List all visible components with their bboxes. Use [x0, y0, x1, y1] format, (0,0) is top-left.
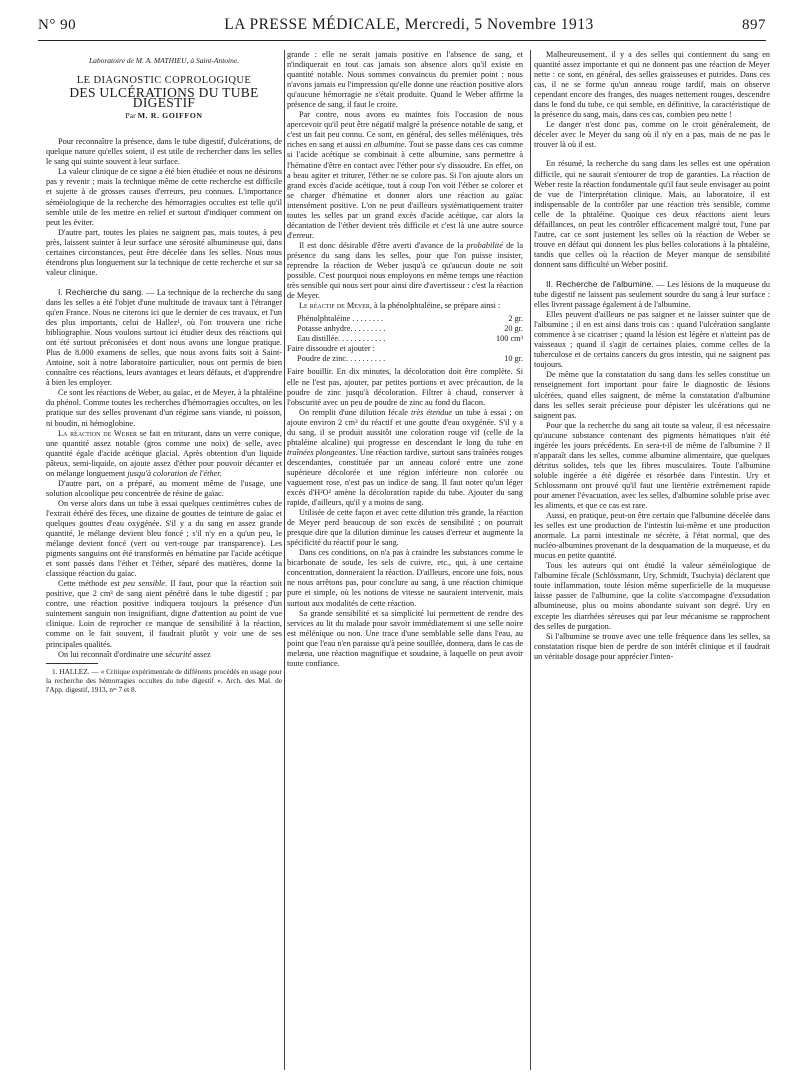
issue-number: N° 90	[38, 17, 77, 33]
recipe-row: Potasse anhydre. . . . . . . . . 20 gr.	[297, 324, 523, 334]
paragraph: Cette méthode est peu sensible. Il faut, pour que la réaction soit positive, que 2 cm³ de sang aient pénétré dans le tube digestif ; par contre, une réaction positive indiquera toujours la présence d'un suintement sanguin non insignifiant, digne d'attention au point de vue clinique. Loin de reprocher ce manque de sensibilité à la réaction, comme on le fait souvent, il faudrait plutôt y voir une de ses principales qualités.	[46, 579, 282, 649]
paragraph: Dans ces conditions, on n'a pas à craindre les substances comme le bicarbonate de soude, les sels de cuivre, etc., qui, à une certaine concentration, donneraient la réaction. D'ailleurs, encore une fois, nous ne nous arrêtons pas, pour conclure au sang, à une réaction chimique pure et simple, où les notions de vitesse ne sauraient intervenir, mais surtout aux modalités de cette réaction.	[287, 548, 523, 608]
paragraph: De même que la constatation du sang dans les selles constitue un renseignement fort important pour faire le diagnostic de lésions ulcérées, quand elles saignent, de même la constatation d'albumine dans les selles serait précieuse pour dépister les ulcérations qui ne saignent pas.	[534, 370, 770, 420]
weber-paragraph: La réaction de Weber se fait en triturant, dans un verre conique, une quantité assez notable (gros comme une noix) de selle, avec quantité égale d'acide acétique glacial. Après obtention d'un liquide pâteux, semi-liquide, on ajoute assez d'éther pour pouvoir décanter et on mélange longuement jusqu'à coloration de l'éther.	[46, 428, 282, 478]
paragraph: Sa grande sensibilité et sa simplicité lui permettent de rendre des services au lit du malade pour savoir immédiatement si une selle noire est mélénique ou non. Une trace d'une semblable selle dans l'eau, au point que l'eau n'en paraisse qu'à peine souillée, donnera, dans le cas de melæna, une réaction magnifique et soudaine, à laquelle on peut avoir toute confiance.	[287, 608, 523, 668]
footnote-rule	[46, 663, 98, 664]
paragraph: On verse alors dans un tube à essai quelques centimètres cubes de l'extrait éthéré des fèces, une dizaine de gouttes de teinture de gaïac et quelques gouttes d'eau oxygénée. S'il y a du sang en assez grande quantité, le mélange devient bleu foncé ; s'il n'y en a qu'un peu, le mélange devient foncé (vert ou vert-rouge par transparence). Les pigments sanguins ont été transformés en hématine par l'acide acétique et sont passés dans l'éther et l'éther, séparé des matières, donne la classique réaction du gaïac.	[46, 498, 282, 579]
recipe-row: Poudre de zinc. . . . . . . . . . 10 gr.	[297, 354, 523, 364]
author-prefix: Par	[125, 111, 136, 121]
page-number: 897	[742, 17, 766, 33]
footnote: 1. HALLEZ. — « Critique expérimentale de différents procédés en usage pour la recherche des hémorragies occultes du tube digestif ». Arch. des Mal. de l'App. digestif, 1913, nᵒˢ 7 et 8.	[46, 666, 282, 694]
paragraph: Ce sont les réactions de Weber, au gaïac, et de Meyer, à la phtaléine du phénol. Comme toutes les recherches d'hémorragies occultes, on les pratique sur des selles provenant d'un régime sans viande, ni poisson, ni boudin, ni hémoglobine.	[46, 388, 282, 428]
section-2-paragraph: II. Recherche de l'albumine. — Les lésions de la muqueuse du tube digestif ne laissent pas seulement sourdre du sang à leur surface : elles livrent passage également à de l'albumine.	[534, 278, 770, 310]
paragraph: En résumé, la recherche du sang dans les selles est une opération difficile, qui ne saurait s'entourer de trop de garanties. La réaction de Weber reste la réaction fondamentale qu'il faut seule envisager au point de vue de l'interprétation clinique. Mais, au laboratoire, il est indispensable de la contrôler par une réaction très sensible, comme celle de la phtaléine. Quoique ces deux réactions aient leurs défaillances, on peut les contrôler efficacement malgré tout, l'une par l'autre, car ce sont justement les selles où la réaction de Weber se trouve en défaut qui donnent les plus belles colorations à la phtaléine, tandis que celles où la réaction de Meyer manque de sensibilité donnent sans difficulté un Weber positif.	[534, 159, 770, 269]
paragraph: Par contre, nous avons eu maintes fois l'occasion de nous apercevoir qu'il peut être négatif malgré la présence notable de sang, et c'est un fait peu connu. Ce sont, en général, des selles méléniques, très riches en sang et aussi en albumine. Tout se passe dans ces cas comme si l'acide acétique se combinait à cette albumine, sans permettre à l'hématine d'être en contact avec l'éther pour s'y dissoudre. En effet, on a beau agiter et triturer, l'éther ne se colore pas. Si l'on ajoute alors un grand excès d'acide acétique, tout à coup l'on voit l'éther se colorer et se charger d'hématine et donner alors une réaction au gaïac intensément positive. L'on ne peut d'ailleurs systématiquement traiter toutes les selles par un grand excès d'acide acétique, car alors la décantation de l'éther devient très difficile et c'est là une autre source d'erreur.	[287, 110, 523, 240]
section-heading-albumine: II. Recherche de l'albumine.	[546, 278, 654, 289]
laboratory-line: Laboratoire de M. A. MATHIEU, à Saint-Antoine.	[88, 56, 240, 65]
meyer-paragraph: Le réactif de Meyer, à la phénolphtaléine, se prépare ainsi :	[299, 301, 501, 311]
column-divider	[530, 50, 531, 1070]
paragraph: Le danger n'est donc pas, comme on le croit généralement, de déceler avec le Meyer du sang où il n'y en a pas, mais de ne pas le trouver là où il est.	[534, 120, 770, 150]
paragraph: Malheureusement, il y a des selles qui contiennent du sang en quantité assez importante et qui ne donnent pas une réaction de Meyer nette : ce sont, en général, des selles graisseuses et putrides. Dans ces cas, il ne se forme qu'un anneau rouge tardif, mais on observe cependant encore des franges, des nuages nettement rouges, descendre dans le fond du tube, ce qui semble, en définitive, la caractéristique de la présence du sang, mais, dans ces cas, combien peu nette !	[534, 50, 770, 120]
meyer-recipe	[287, 314, 523, 364]
paragraph: Il est donc désirable d'être averti d'avance de la probabilité de la présence du sang dans les selles, pour que l'on puisse insister, reprendre la réaction de Weber jusqu'à ce qu'aucun doute ne soit possible. C'est pourquoi nous employons en même temps une réaction très sensible qui nous sert pour ainsi dire d'avertisseur : c'est la réaction de Meyer.	[287, 240, 523, 301]
author-line	[46, 111, 282, 121]
column-3	[534, 50, 770, 662]
recipe-row: Phénolphtaléine . . . . . . . . 2 gr.	[297, 314, 523, 324]
paragraph: Faire bouillir. En dix minutes, la décoloration doit être complète. Si elle ne l'est pas, ajouter, par petites portions et avec précaution, de la poudre de zinc jusqu'à décoloration. Filtrer à chaud, conserver à l'obscurité avec un peu de poudre de zinc au fond du flacon.	[287, 367, 523, 407]
meyer-lead: Le réactif de Meyer	[299, 301, 370, 311]
recipe-instruction: Faire dissoudre et ajouter :	[287, 344, 375, 354]
header-rule	[38, 40, 766, 41]
column-1	[46, 50, 282, 694]
paragraph: D'autre part, on a préparé, au moment même de l'usage, une solution alcoolique peu concentrée de résine de gaïac.	[46, 478, 282, 498]
paragraph: Tous les auteurs qui ont étudié la valeur séméiologique de l'albumine fécale (Schlössmann, Ury, Schmidt, Tsuchyia) déclarent que toute inflammation, toute lésion même superficielle de la muqueuse laisse passer de l'albumine, que la colite s'accompagne d'exsudation albumineuse, plus ou moins abondante suivant son degré. Ury en excepte les diarrhées séreuses qui par leur mécanisme se rapprochent des selles de purgation.	[534, 561, 770, 631]
paragraph: D'autre part, toutes les plaies ne saignent pas, mais toutes, à peu près, laissent suinter à leur surface une sérosité albumineuse qui, dans certaines circonstances, peut être décelée dans les selles. Nous nous étendrons plus longuement sur la technique de cette recherche et sur sa valeur clinique.	[46, 227, 282, 277]
section-heading-sang: I. Recherche du sang.	[58, 286, 144, 297]
paragraph: grande : elle ne serait jamais positive en l'absence de sang, et n'indiquerait en tout cas jamais son absence alors qu'il existe en quantité notable. Nous sommes convaincus du premier point : nous n'avons jamais eu l'impression qu'elle donne une réaction positive alors qu'aucune hémorragie ne s'était produite. Quand le Weber affirme la présence de sang, il faut le croire.	[287, 50, 523, 110]
recipe-row: Eau distillée. . . . . . . . . . . . 100 cm³	[297, 334, 523, 344]
article-title-line-2: DES ULCÉRATIONS DU TUBE DIGESTIF	[69, 85, 259, 111]
paragraph: Si l'albumine se trouve avec une telle fréquence dans les selles, sa constatation risque bien de perdre de son intérêt clinique et il faudrait un véritable dosage pour apprécier l'inten-	[534, 631, 770, 661]
paragraph: Pour que la recherche du sang ait toute sa valeur, il est nécessaire qu'aucune substance contenant des pigments hématiques n'ait été ingérée les jours précédents. En sera-t-il de même de l'albumine ? Il n'apparaît dans les selles, comme albumine alimentaire, que quelques détritus solides, tels que les fibres musculaires. Toute l'albumine soluble ingérée a été digérée et résorbée dans l'intestin. Ury et Schlossmann ont prouvé qu'il faut une lientérie extrêmement rapide pour amener l'évacuation, avec les selles, d'albumine soluble prise avec les aliments, et que ce cas est rare.	[534, 420, 770, 511]
weber-lead: La réaction de Weber	[58, 428, 137, 438]
paragraph: La valeur clinique de ce signe a été bien étudiée et nous ne désirons pas y revenir ; mais la technique même de cette recherche est difficile et sujette à de grosses causes d'erreurs, peu connues. L'importance séméiologique de la recherche des hémorragies occultes est telle qu'il semble utile de les mettre en relief et surtout d'indiquer comment on peut les éviter.	[46, 167, 282, 227]
paragraph: Elles peuvent d'ailleurs ne pas saigner et ne laisser suinter que de l'albumine ; il en est ainsi dans trois cas : quand l'ulcération sanglante commence à se cicatriser ; quand la lésion est légère et n'atteint pas de vaisseaux ; quand il s'agit de certaines plaies, comme celles de la tuberculose et de certains cancers du gros intestin, qui ne saignent pas toujours.	[534, 310, 770, 370]
column-2	[287, 50, 523, 669]
author-name: M. R. GOIFFON	[137, 111, 203, 121]
paragraph: On lui reconnaît d'ordinaire une sécurité assez	[58, 649, 211, 659]
article-title-line-1: LE DIAGNOSTIC COPROLOGIQUE	[76, 75, 252, 87]
paragraph: Aussi, en pratique, peut-on être certain que l'albumine décelée dans les selles est une production de l'intestin lui-même et une production anormale. La paroi intestinale ne sécrète, à l'état normal, que des nucléo-albumines provenant de la desquamation de la muqueuse, et du mucus en petite quantité.	[534, 511, 770, 561]
section-1-paragraph: I. Recherche du sang. — La technique de la recherche du sang dans les selles a été l'objet d'une multitude de travaux tant à l'étranger qu'en France. Nous ne citerons ici que le dernier de ces travaux, et l'un des plus importants, celui de Hallez¹, où l'on trouvera une riche bibliographie. Nous voulons surtout ici étudier deux des réactions qui ont été surtout préconisées et dont nous avons une longue pratique. Plus de 8.000 examens de selles, que nous avons faits soit à Saint-Antoine, soit à notre laboratoire particulier, nous ont permis de bien connaître ces réactions, leurs avantages et leurs défauts, et d'apprendre à bien les employer.	[46, 286, 282, 388]
page-header	[38, 16, 766, 38]
paragraph: Utilisée de cette façon et avec cette dilution très grande, la réaction de Meyer perd beaucoup de son excès de sensibilité ; on pourrait presque dire que la dilution diminue les causes d'erreur et augmente la spécificité du réactif pour le sang.	[287, 508, 523, 548]
paragraph: On remplit d'une dilution fécale très étendue un tube à essai ; on ajoute environ 2 cm³ du réactif et une goutte d'eau oxygénée. S'il y a du sang, il se produit aussitôt une coloration rouge vif (celle de la phtaléine alcaline) qui progresse en descendant le long du tube en traînées plongeantes. Une réaction tardive, surtout sans traînées rouges descendantes, constituée par un anneau coloré entre une zone supérieure décolorée et une région inférieure non colorée ou vaguement rose, n'est pas un indice de sang. Il faut noter qu'un léger excès d'H²O² amène la décoloration rapide du tube. Ajouter du sang rapide, d'ailleurs, qu'il y a moins de sang.	[287, 407, 523, 508]
column-divider	[284, 50, 285, 1070]
journal-title: LA PRESSE MÉDICALE, Mercredi, 5 Novembre 1913	[224, 16, 594, 33]
paragraph: Pour reconnaître la présence, dans le tube digestif, d'ulcérations, de quelque nature qu'elles soient, il est utile de rechercher dans les selles le sang qui suinte souvent à leur surface.	[46, 137, 282, 167]
